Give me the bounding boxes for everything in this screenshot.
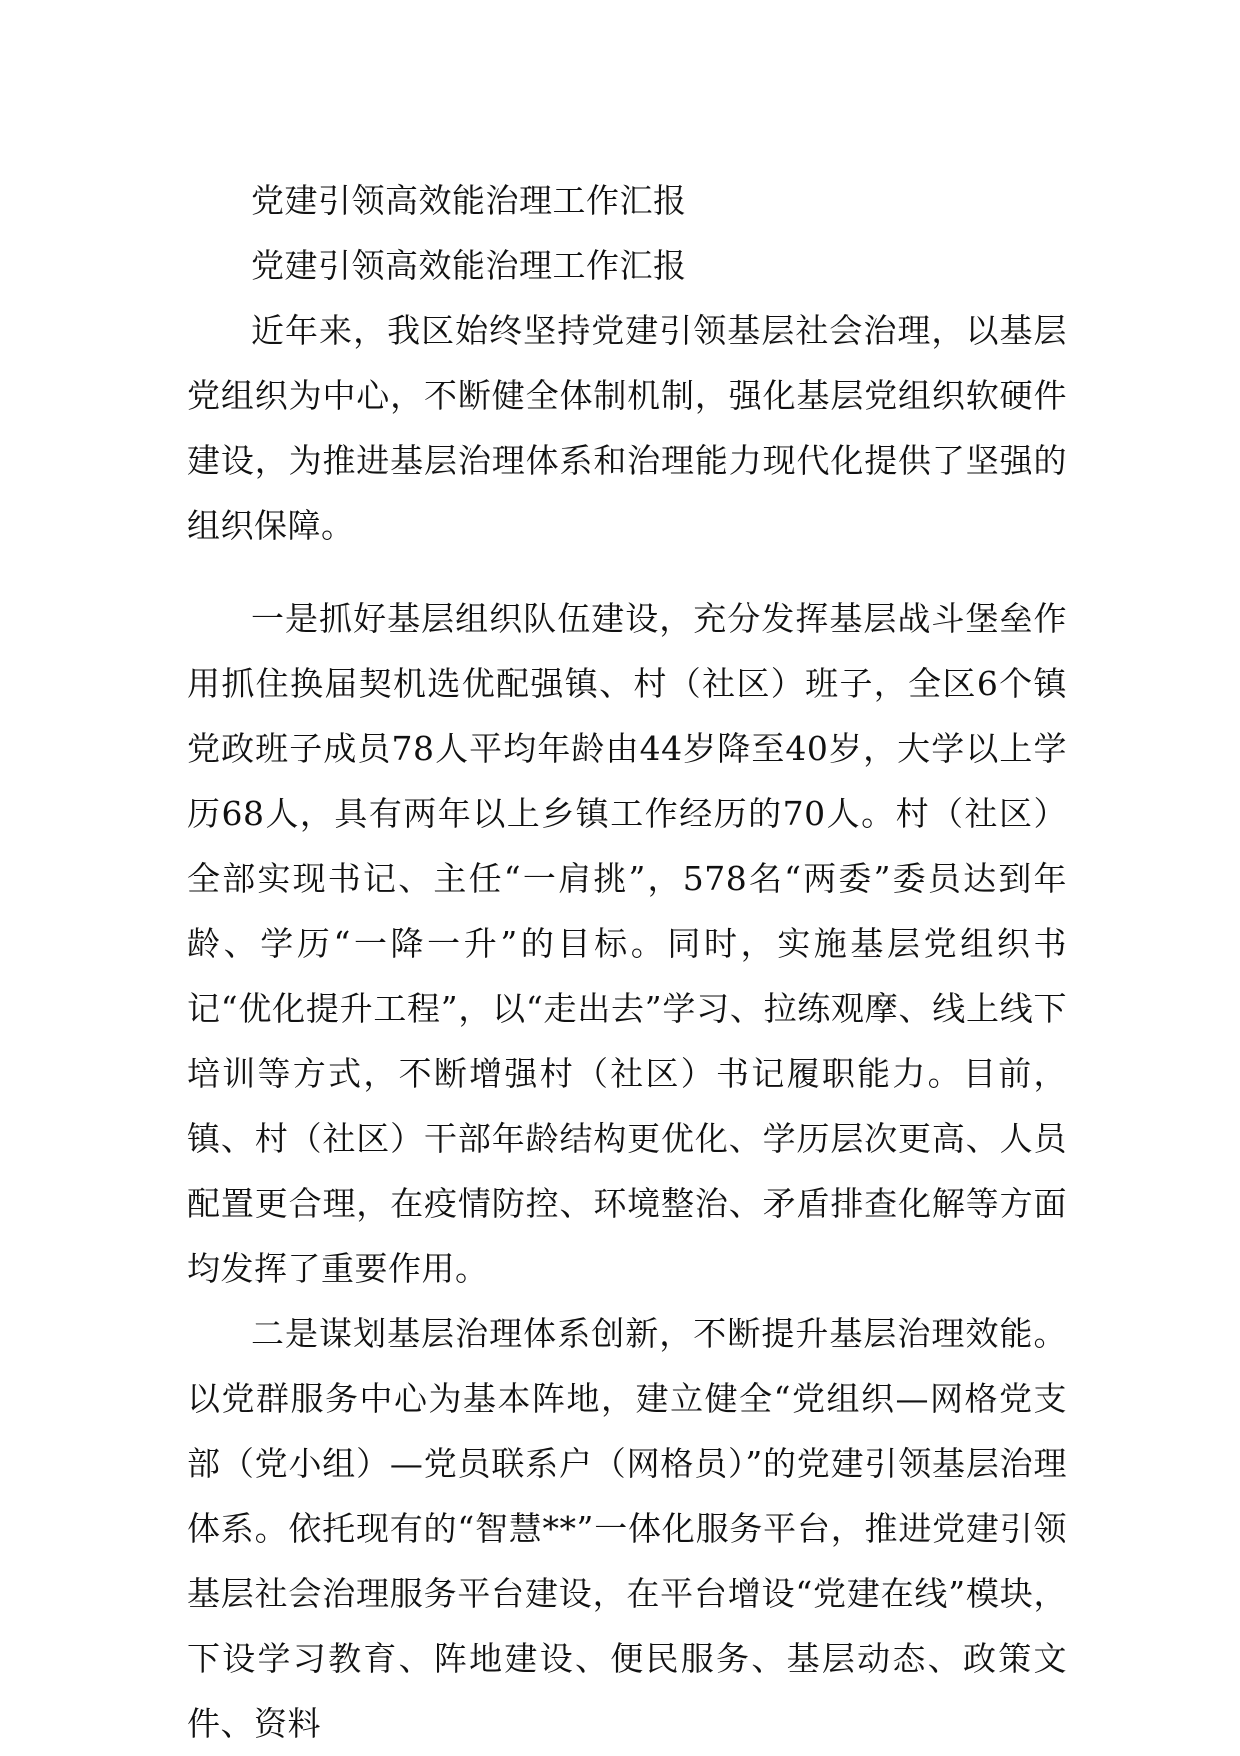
- section-one-paragraph: 一是抓好基层组织队伍建设，充分发挥基层战斗堡垒作用抓住换届契机选优配强镇、村（社区）班子，全区6个镇党政班子成员78人平均年龄由44岁降至40岁，大学以上学历68人，具有两年以上乡镇工作经历的70人。村（社区）全部实现书记、主任“一肩挑”，578名“两委”委员达到年龄、学历“一降一升”的目标。同时，实施基层党组织书记“优化提升工程”，以“走出去”学习、拉练观摩、线上线下培训等方式，不断增强村（社区）书记履职能力。目前，镇、村（社区）干部年龄结构更优化、学历层次更高、人员配置更合理，在疫情防控、环境整治、矛盾排查化解等方面均发挥了重要作用。: [187, 599, 1067, 1288]
- section-two-paragraph: 二是谋划基层治理体系创新，不断提升基层治理效能。以党群服务中心为基本阵地，建立健全“党组织—网格党支部（党小组）—党员联系户（网格员）”的党建引领基层治理体系。依托现有的“智慧**”一体化服务平台，推进党建引领基层社会治理服务平台建设，在平台增设“党建在线”模块，下设学习教育、阵地建设、便民服务、基层动态、政策文件、资料: [187, 1314, 1067, 1743]
- document-body: [187, 168, 1067, 1756]
- document-title: 党建引领高效能治理工作汇报: [251, 181, 687, 220]
- document-subtitle: 党建引领高效能治理工作汇报: [251, 246, 687, 285]
- intro-paragraph: 近年来，我区始终坚持党建引领基层社会治理，以基层党组织为中心，不断健全体制机制，强化基层党组织软硬件建设，为推进基层治理体系和治理能力现代化提供了坚强的组织保障。: [187, 311, 1067, 545]
